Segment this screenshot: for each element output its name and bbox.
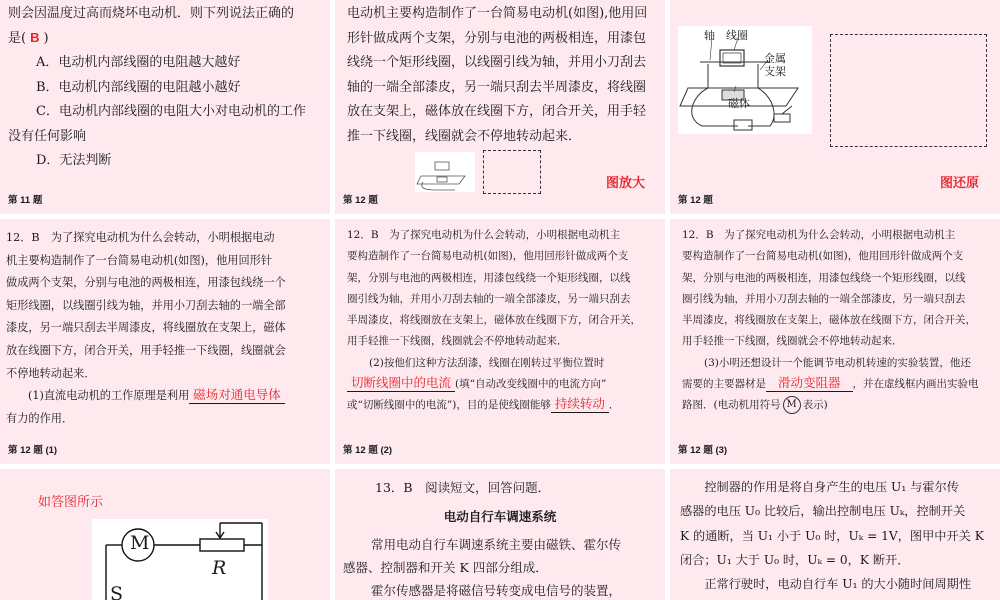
answer-box-small [483,150,541,194]
label-coil: 线圈 [726,29,748,42]
q12-2-prompt: (2)按他们这种方法刮漆，线圈在刚转过平衡位置时 [369,356,605,369]
q11-option-a: A．电动机内部线圈的电阻越大越好 [36,55,241,70]
q13-passage [343,533,663,600]
q12-1-question [6,385,326,408]
text-line: K 的通断，当 U₁ 小于 U₀ 时，Uₖ = 1V，图甲中开关 K [680,528,984,543]
text-line: 形针做成两个支架，分别与电池的两极相连，用漆包 [347,30,647,46]
text-line: 矩形线圈，以线圈引线为轴，并用小刀刮去轴的一端全部 [6,298,286,312]
text-line: 感器、控制器和开关 K 四部分组成． [343,560,548,575]
text-line: 要构造制作了一台简易电动机(如图)，他用回形针做成两个支 [682,250,964,263]
text-line: 用手轻推一下线圈，线圈就会不停地转动起来． [682,335,903,348]
q11-option-d: D．无法判断 [36,153,112,168]
slide-q11[interactable] [0,0,330,214]
slide-footer: 第 12 题 (1) [8,445,58,456]
restore-button[interactable]: 图还原 [940,175,980,190]
label-magnet: 磁体 [728,97,750,110]
text-line: 不停地转动起来． [6,366,96,380]
zoom-in-button[interactable]: 图放大 [606,175,646,190]
q12-2-prompt-2: 或“切断线圈中的电流”)，目的是使线圈能够 [347,399,551,412]
text-line: 漆皮，另一端只刮去半周漆皮，将线圈放在支架上，磁体 [6,321,286,335]
text-line: 半周漆皮，将线圈放在支架上，磁体放在线圈下方，闭合开关， [347,314,641,327]
text-line: 推一下线圈，线圈就会不停地转动起来． [347,128,582,144]
slide-q12-text[interactable] [335,0,665,214]
slide-q12-part2[interactable] [335,219,665,464]
q13-header: 13．B 阅读短文，回答问题． [375,480,551,495]
slide-answer-figure[interactable] [0,469,330,600]
q12-3-line3 [682,395,998,416]
slide-q13-cont[interactable] [670,469,1000,600]
text-line: 圈引线为轴，并用小刀刮去轴的一端全部漆皮，另一端只刮去 [347,292,631,305]
q12-2-line3 [347,395,663,416]
text-line: 闭合；U₁ 大于 U₀ 时，Uₖ = 0，K 断开． [680,552,910,567]
text-line: 架，分别与电池的两极相连，用漆包线绕一个矩形线圈，以线 [682,271,966,284]
text-line: 用手轻推一下线圈，线圈就会不停地转动起来． [347,335,568,348]
slide-footer: 第 12 题 (3) [678,445,728,456]
text-line: 霍尔传感器是将磁信号转变成电信号的装置， [371,583,622,598]
q12-3-prompt-4: 路图．(电动机用符号 [682,399,781,412]
q11-text [8,2,328,174]
text-line: 轴的一端全部漆皮，另一端只刮去半周漆皮，将线圈 [347,79,647,95]
q12-2-end: ． [608,399,620,412]
q12-3-line2 [682,374,998,395]
resistor-label: R [212,557,227,579]
text-line: 感器的电压 U₀ 比较后，输出控制电压 Uₖ，控制开关 [680,504,966,519]
q12-2-line2 [347,374,663,395]
text-line: 做成两个支架，分别与电池的两极相连，用漆包线绕一个 [6,276,286,290]
q11-line2 [8,27,328,52]
text-line: 常用电动自行车调速系统主要由磁铁、霍尔传 [371,537,622,552]
q12-3-prompt-2: 需要的主要器材是 [682,378,766,391]
label-stand-line1: 金属 [764,52,786,65]
label-axis: 轴 [704,29,715,42]
text-line: 正常行驶时，电动自行车 U₁ 的大小随时间周期性 [680,577,972,592]
q12-1-prompt: (1)直流电动机的工作原理是利用 [28,389,190,403]
text-line: 12．B 为了探究电动机为什么会转动，小明根据电动机主 [347,229,621,241]
q12-paragraph [347,2,665,149]
q12-2-hint: (填“自动改变线圈中的电流方向” [455,378,607,391]
q12-3-prompt: (3)小明还想设计一个能调节电动机转速的实验装置，他还 [704,356,971,369]
answer-figure-label: 如答图所示 [38,494,104,509]
q12-3-text [682,225,998,417]
text-line: 电动机主要构造制作了一台简易电动机(如图),他用回 [347,6,648,21]
slide-q12-part1[interactable] [0,219,330,464]
text-line: 半周漆皮，将线圈放在支架上，磁体放在线圈下方，闭合开关， [682,314,976,327]
motor-symbol-icon: M [783,396,801,414]
q13-title: 电动自行车调速系统 [443,510,557,524]
answer-box [830,34,987,147]
q11-paren-open: 是( [8,30,27,46]
text-line: 机主要构造制作了一台简易电动机(如图)，他用回形针 [6,253,273,267]
text-line: 圈引线为轴，并用小刀刮去轴的一端全部漆皮，另一端只刮去 [682,292,966,305]
text-line: 架，分别与电池的两极相连，用漆包线绕一个矩形线圈，以线 [347,271,631,284]
q12-2-answer-2: 持续转动 [551,396,609,413]
motor-label: M [130,532,150,554]
q11-option-c: C．电动机内部线圈的电阻大小对电动机的工作 [36,104,306,119]
slide-q12-figure[interactable] [670,0,1000,214]
q12-2-answer-1: 切断线圈中的电流 [347,375,455,392]
text-line: 12．B 为了探究电动机为什么会转动，小明根据电动 [6,231,275,244]
q12-1-answer: 磁场对通电导体 [189,387,285,404]
text-line: 线绕一个矩形线圈，以线圈引线为轴，并用小刀刮去 [347,55,647,70]
q11-paren-close: ) [43,30,49,46]
q12-1-text [6,227,326,430]
q12-3-prompt-5: 表示) [802,399,828,412]
motor-thumbnail [415,152,475,192]
q11-answer: B [30,29,40,45]
q12-3-prompt-3: ，并在虚线框内画出实验电 [852,378,979,391]
slide-footer: 第 12 题 [343,195,378,206]
text-line: 要构造制作了一台简易电动机(如图)，他用回形针做成两个支 [347,250,629,263]
label-stand [764,52,786,78]
text-line: 放在线圈下方，闭合开关，用手轻推一下线圈，线圈就会 [6,343,286,357]
label-stand-line2: 支架 [764,65,786,78]
slide-q12-part3[interactable] [670,219,1000,464]
switch-label: S [110,583,124,600]
text-line: 有力的作用． [6,411,74,425]
q11-line1: 则会因温度过高而烧坏电动机．则下列说法正确的 [8,6,295,21]
text-line: 12．B 为了探究电动机为什么会转动，小明根据电动机主 [682,229,956,241]
slide-footer: 第 11 题 [8,195,43,206]
slide-footer: 第 12 题 (2) [343,445,393,456]
text-line: 控制器的作用是将自身产生的电压 U₁ 与霍尔传 [680,480,959,494]
q12-2-text [347,225,663,417]
slide-footer: 第 12 题 [678,195,713,206]
text-line: 放在支架上，磁体放在线圈下方，闭合开关，用手轻 [347,104,647,119]
q11-option-c-cont: 没有任何影响 [8,128,87,144]
q11-option-b: B．电动机内部线圈的电阻越小越好 [36,79,241,95]
q13-cont-text [680,475,998,596]
slide-q13[interactable] [335,469,665,600]
q12-3-answer: 滑动变阻器 [766,375,853,392]
